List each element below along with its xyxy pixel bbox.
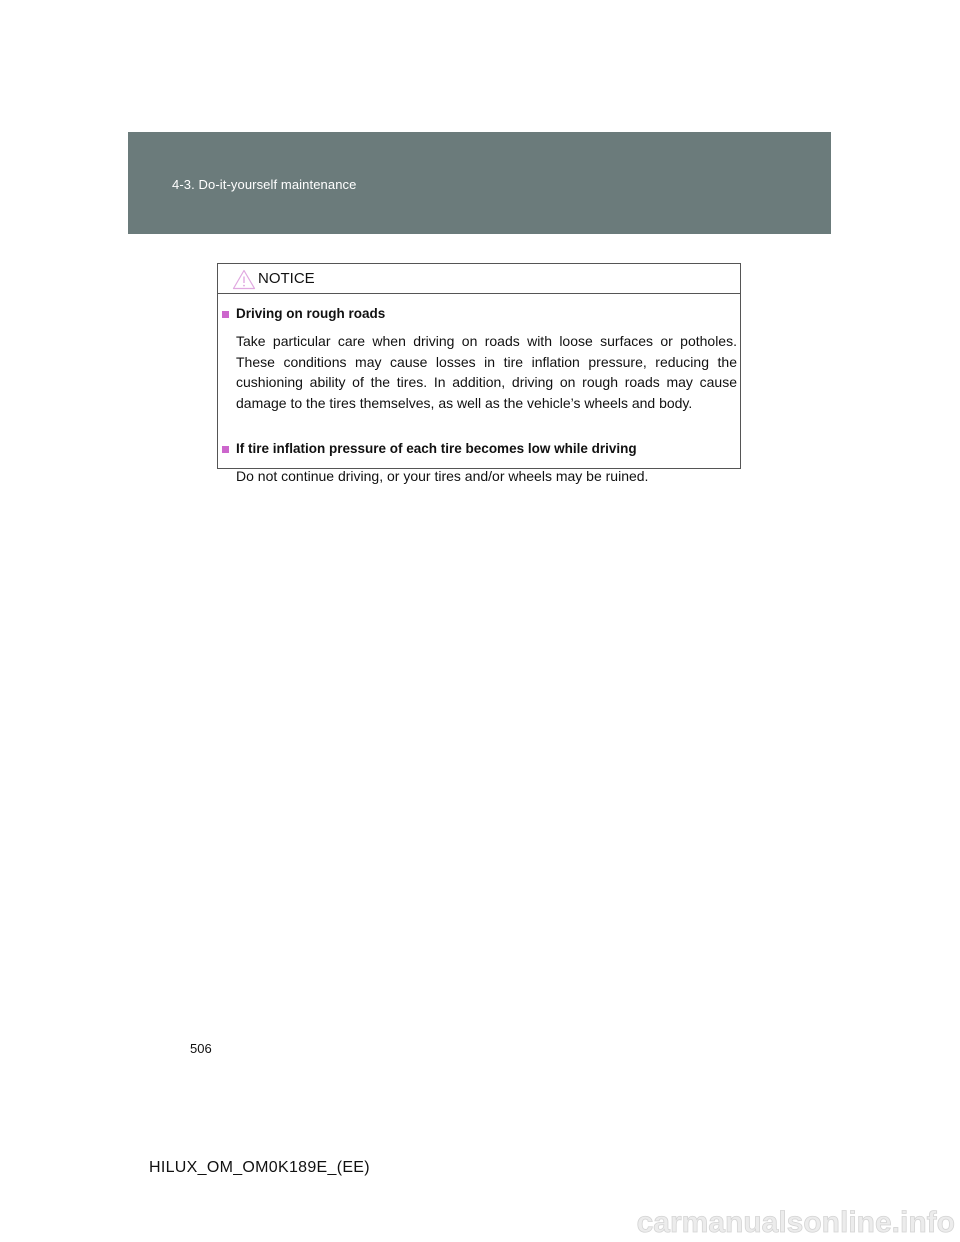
- section-header-band: [128, 132, 831, 234]
- warning-triangle-icon: [232, 269, 256, 290]
- svg-text:carmanualsonline.info: carmanualsonline.info: [636, 1206, 955, 1239]
- notice-header: [218, 264, 740, 294]
- watermark-logo: [575, 1200, 960, 1242]
- notice-item-text: Take particular care when driving on roads with loose surfaces or potholes. These conditions may cause losses in tire inflation pressure, reducing the cushioning ability of the tires. In addition, driving on rough roads may cause damage to the tires themselves, as well as the vehicle’s wheels and body.: [236, 333, 737, 411]
- notice-item-text: Do not continue driving, or your tires and/or wheels may be ruined.: [236, 468, 649, 484]
- square-bullet-icon: [222, 311, 229, 318]
- section-title: 4-3. Do-it-yourself maintenance: [172, 177, 357, 192]
- notice-box: [217, 263, 741, 484]
- notice-item-heading: Driving on rough roads: [236, 306, 386, 321]
- page-number: 506: [190, 1041, 212, 1056]
- document-id: HILUX_OM_OM0K189E_(EE): [149, 1159, 370, 1176]
- notice-title: NOTICE: [258, 270, 315, 287]
- notice-item-heading: If tire inflation pressure of each tire becomes low while driving: [236, 441, 637, 456]
- square-bullet-icon: [222, 446, 229, 453]
